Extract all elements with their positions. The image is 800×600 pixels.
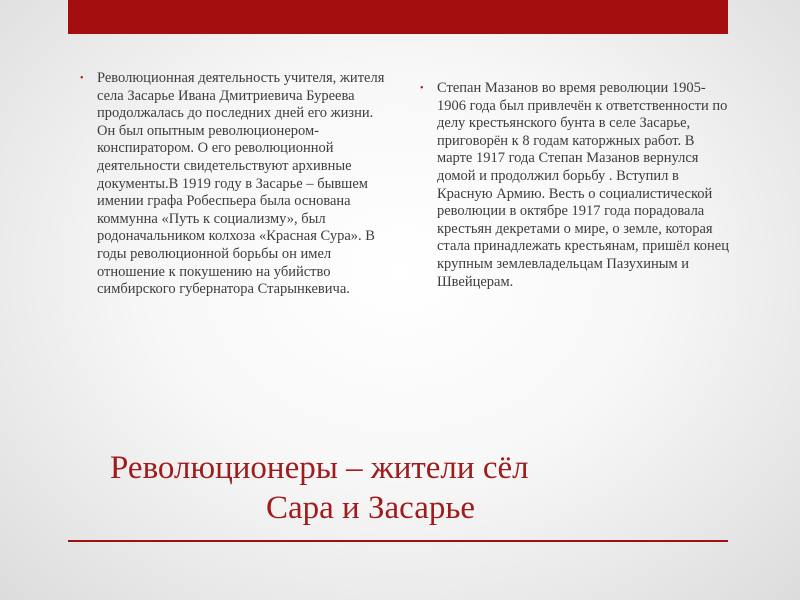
right-text-column [420,80,730,291]
bullet-icon: • [420,83,424,94]
title-underline [68,540,728,542]
bullet-icon: • [80,73,84,84]
right-paragraph: Степан Мазанов во время революции 1905-1906 года был привлечён к ответственности по делу крестьянского бунта в селе Засарье, приговорён к 8 годам каторжных работ. В марте 1917 года Степан Мазанов вернулся домой и продолжил борьбу . Вступил в Красную Армию. Весть о социалистической революции в октябре 1917 года порадовала крестьян декретами о мире, о земле, которая стала принадлежать крестьянам, пришёл конец крупным землевладельцам Пазухиным и Швейцерам. [437,80,729,290]
top-accent-bar [68,0,728,34]
left-text-column [80,70,385,299]
title-line-1: Революционеры – жители сёл [110,450,529,486]
slide-title [68,448,728,528]
title-line-2: Сара и Засарье [266,490,476,526]
left-paragraph: Революционная деятельность учителя, жителя села Засарье Ивана Дмитриевича Буреева продолжалась до последних дней его жизни. Он был опытным революционером-конспиратором. О его революционной деятельности свидетельствуют архивные документы.В 1919 году в Засарье – бывшем имении графа Робеспьера была основана коммунна «Путь к социализму», был родоначальником колхоза «Красная Сура». В годы революционной борьбы он имел отношение к покушению на убийство симбирского губернатора Старынкевича. [97,70,385,298]
